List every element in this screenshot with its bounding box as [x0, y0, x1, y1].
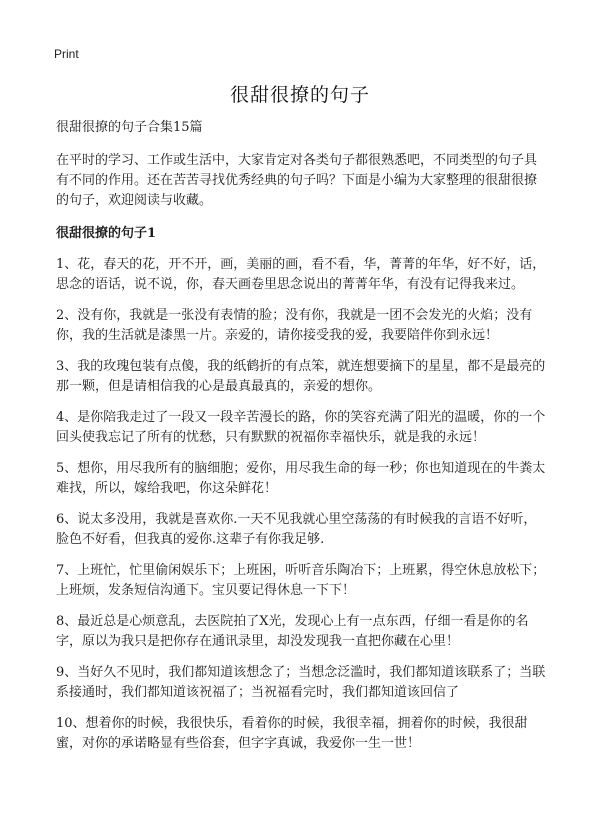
sentence-9: 9、当好久不见时，我们都知道该想念了；当想念泛滥时，我们都知道该联系了；当联系接通时，我们都知道该祝福了；当祝福看完时，我们都知道该回信了 [56, 665, 546, 700]
sentence-6: 6、说太多没用，我就是喜欢你.一天不见我就心里空荡荡的有时候我的言语不好听，脸色不好看，但我真的爱你.这辈子有你我足够. [56, 512, 537, 547]
page-title: 很甜很撩的句子 [229, 84, 370, 106]
sentence-3: 3、我的玫瑰包装有点傻，我的纸鹤折的有点笨，就连想要摘下的星星，都不是最亮的那一颗，但是请相信我的心是最真最真的，亲爱的想你。 [56, 359, 546, 394]
print-link[interactable]: Print [54, 47, 79, 61]
document-subtitle: 很甜很撩的句子合集15篇 [56, 120, 203, 135]
document-body [56, 118, 548, 765]
section-heading: 很甜很撩的句子1 [56, 226, 157, 241]
sentence-10: 10、想着你的时候，我很快乐，看着你的时候，我很幸福，拥着你的时候，我很甜蜜，对你的承诺略显有些俗套，但字字真诚，我爱你一生一世！ [56, 716, 528, 751]
sentence-4: 4、是你陪我走过了一段又一段辛苦漫长的路，你的笑容充满了阳光的温暖，你的一个回头使我忘记了所有的忧愁，只有默默的祝福你幸福快乐，就是我的永远！ [56, 410, 546, 445]
sentence-8: 8、最近总是心烦意乱，去医院拍了X光，发现心上有一点东西，仔细一看是你的名字，原以为我只是把你存在通讯录里，却没发现我一直把你藏在心里！ [56, 614, 529, 649]
sentence-5: 5、想你，用尽我所有的脑细胞；爱你，用尽我生命的每一秒；你也知道现在的牛粪太难找，所以，嫁给我吧，你这朵鲜花！ [56, 461, 546, 496]
intro-paragraph: 在平时的学习、工作或生活中，大家肯定对各类句子都很熟悉吧，不同类型的句子具有不同的作用。还在苦苦寻找优秀经典的句子吗？下面是小编为大家整理的很甜很撩的句子，欢迎阅读与收藏。 [56, 153, 538, 208]
sentence-2: 2、没有你，我就是一张没有表情的脸；没有你，我就是一团不会发光的火焰；没有你，我的生活就是漆黑一片。亲爱的，请你接受我的爱，我要陪伴你到永远！ [56, 308, 533, 343]
sentence-1: 1、花，春天的花，开不开，画，美丽的画，看不看，华，菁菁的年华，好不好，话，思念的语话，说不说，你，春天画卷里思念说出的菁菁年华，有没有记得我来过。 [56, 257, 546, 292]
sentence-7: 7、上班忙，忙里偷闲娱乐下；上班困，听听音乐陶冶下；上班累，得空休息放松下；上班烦，发条短信沟通下。宝贝要记得休息一下下！ [56, 563, 546, 598]
